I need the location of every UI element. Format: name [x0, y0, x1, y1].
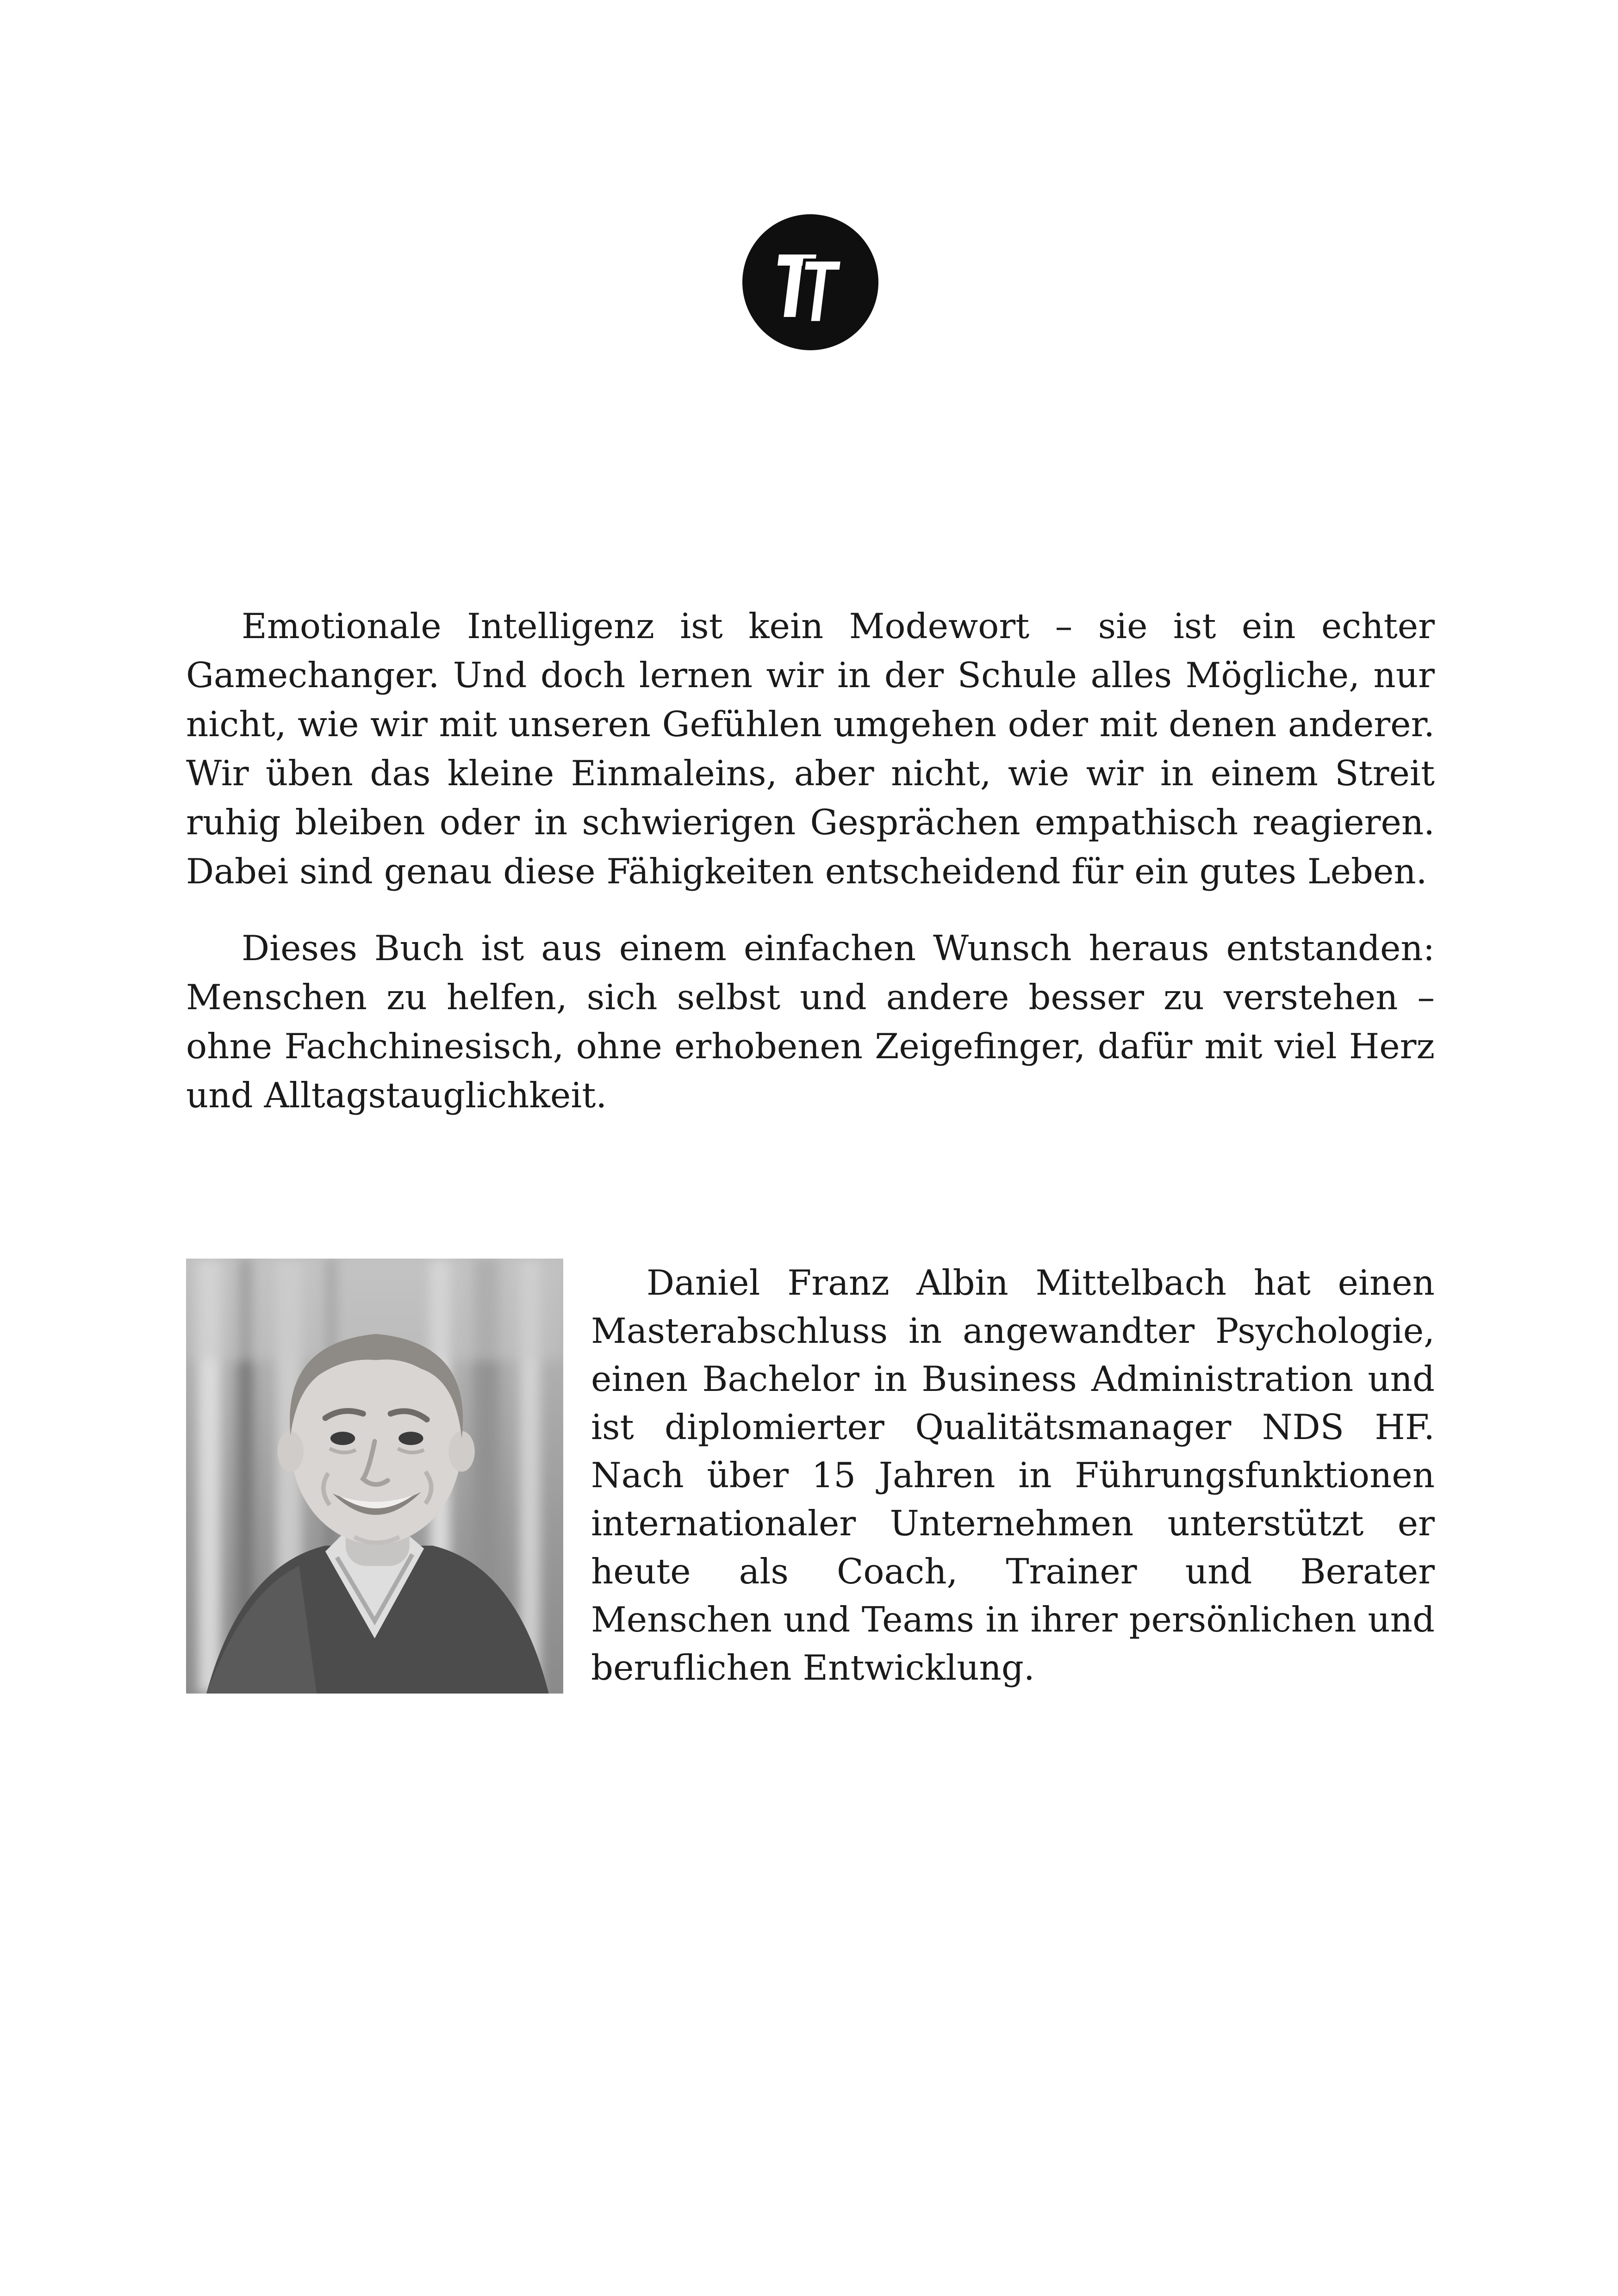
intro-paragraph-2: Dieses Buch ist aus einem einfachen Wunsch heraus entstanden: Menschen zu helfen, sich selbst und andere besser zu verstehen – ohne Fachchinesisch, ohne erhobenen Zeigefinger, dafür mit viel Herz und Alltagstauglichkeit. — [186, 928, 1435, 1116]
intro-paragraph-1: Emotionale Intelligenz ist kein Modewort – sie ist ein echter Gamechanger. Und doch lernen wir in der Schule alles Mögliche, nur nicht, wie wir mit unseren Gefühlen umgehen oder mit denen anderer. Wir üben das kleine Einmaleins, aber nicht, wie wir in einem Streit ruhig bleiben oder in schwierigen Gesprächen empathisch reagieren. Dabei sind genau diese Fähigkeiten entscheidend für ein gutes Leben. — [186, 606, 1435, 892]
author-portrait-photo — [186, 1259, 563, 1694]
intro-text-block — [186, 602, 1435, 1120]
author-bio-text: Daniel Franz Albin Mittelbach hat einen Masterabschluss in angewandter Psychologie, einen Bachelor in Business Administration und ist diplomierter Qualitätsmanager NDS HF. Nach über 15 Jahren in Führungsfunktionen internationaler Unternehmen unterstützt er heute als Coach, Trainer und Berater Menschen und Teams in ihrer persönlichen und beruflichen Entwicklung. — [591, 1262, 1435, 1688]
publisher-monogram-icon — [741, 213, 880, 352]
author-section — [186, 1259, 1435, 1694]
publisher-logo — [186, 213, 1435, 352]
